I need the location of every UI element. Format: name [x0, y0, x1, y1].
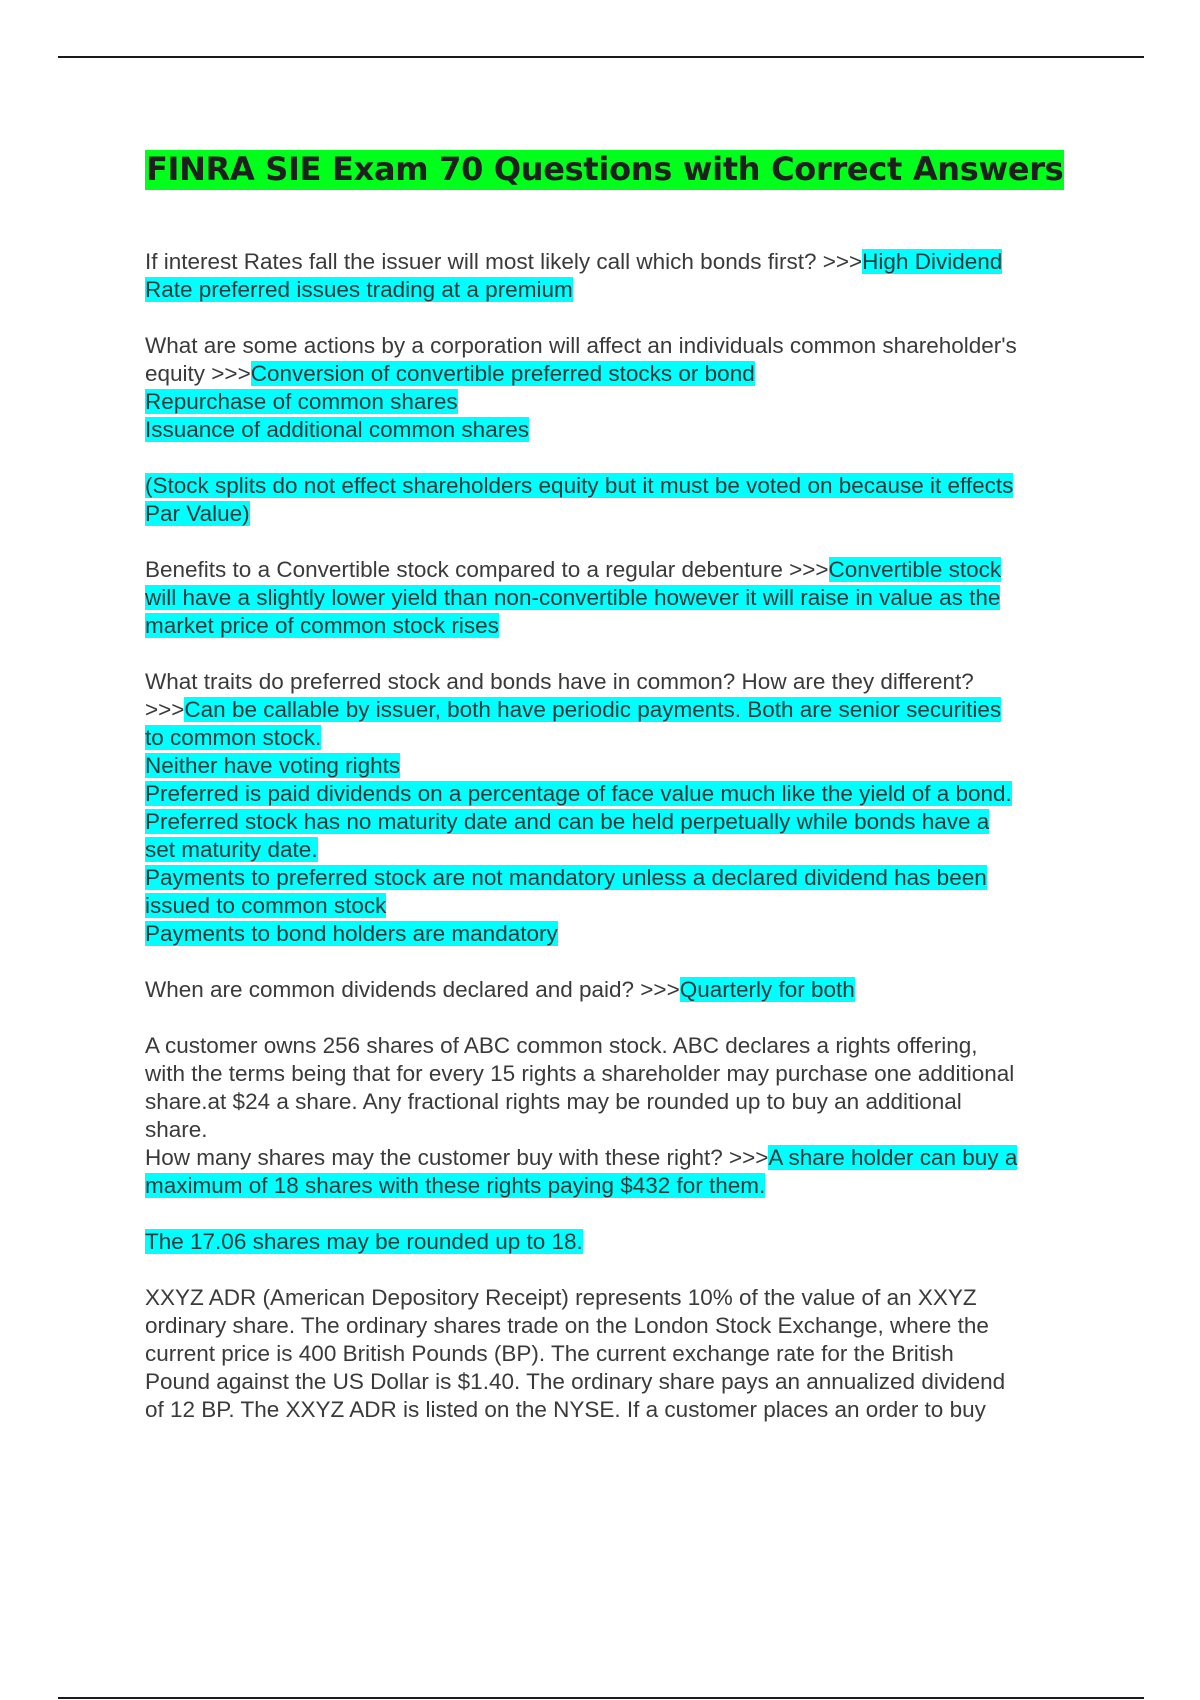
qa-line — [145, 332, 1090, 360]
answer-highlight: Payments to bond holders are mandatory — [145, 921, 558, 946]
qa-line — [145, 920, 1090, 948]
qa-item — [145, 556, 1090, 640]
answer-highlight: Quarterly for both — [679, 977, 855, 1002]
qa-line — [145, 1284, 1090, 1312]
question-text: XXYZ ADR (American Depository Receipt) represents 10% of the value of an XXYZ — [145, 1285, 977, 1310]
qa-line — [145, 724, 1090, 752]
answer-highlight: Convertible stock — [828, 557, 1002, 582]
answer-highlight: The 17.06 shares may be rounded up to 18. — [145, 1229, 583, 1254]
qa-line — [145, 612, 1090, 640]
qa-line — [145, 360, 1090, 388]
qa-line — [145, 1088, 1090, 1116]
qa-line — [145, 1172, 1090, 1200]
qa-line — [145, 472, 1090, 500]
qa-line — [145, 696, 1090, 724]
qa-line — [145, 1228, 1090, 1256]
qa-item — [145, 976, 1090, 1004]
question-text: How many shares may the customer buy with these right? >>> — [145, 1145, 769, 1170]
answer-highlight: Conversion of convertible preferred stocks or bond — [250, 361, 755, 386]
answer-highlight: will have a slightly lower yield than non-convertible however it will raise in value as the — [145, 585, 1001, 610]
qa-line — [145, 752, 1090, 780]
question-text: Pound against the US Dollar is $1.40. The ordinary share pays an annualized dividend — [145, 1369, 1006, 1394]
document-title-text: FINRA SIE Exam 70 Questions with Correct Answers — [146, 150, 1064, 188]
question-text: What are some actions by a corporation will affect an individuals common shareholder's — [145, 333, 1017, 358]
qa-line — [145, 976, 1090, 1004]
qa-line — [145, 584, 1090, 612]
question-text: ordinary share. The ordinary shares trade on the London Stock Exchange, where the — [145, 1313, 989, 1338]
qa-line — [145, 556, 1090, 584]
qa-line — [145, 1340, 1090, 1368]
question-text: If interest Rates fall the issuer will most likely call which bonds first? >>> — [145, 249, 863, 274]
answer-highlight: market price of common stock rises — [145, 613, 499, 638]
answer-highlight: A share holder can buy a — [768, 1145, 1018, 1170]
answer-highlight: issued to common stock — [145, 893, 387, 918]
answer-highlight: to common stock. — [145, 725, 322, 750]
answer-highlight: maximum of 18 shares with these rights paying $432 for them. — [145, 1173, 766, 1198]
question-text: Benefits to a Convertible stock compared to a regular debenture >>> — [145, 557, 829, 582]
qa-line — [145, 1312, 1090, 1340]
question-text: of 12 BP. The XXYZ ADR is listed on the NYSE. If a customer places an order to buy — [145, 1397, 986, 1422]
qa-item — [145, 1228, 1090, 1256]
qa-line — [145, 668, 1090, 696]
answer-highlight: Repurchase of common shares — [145, 389, 458, 414]
question-text: >>> — [145, 697, 185, 722]
answer-highlight: Can be callable by issuer, both have periodic payments. Both are senior securities — [184, 697, 1002, 722]
answer-highlight: Par Value) — [145, 501, 250, 526]
answer-highlight: Neither have voting rights — [145, 753, 401, 778]
qa-line — [145, 1032, 1090, 1060]
qa-line — [145, 1144, 1090, 1172]
question-text: When are common dividends declared and paid? >>> — [145, 977, 680, 1002]
question-text: share. — [145, 1117, 208, 1142]
qa-line — [145, 500, 1090, 528]
qa-line — [145, 416, 1090, 444]
document-title — [145, 145, 1064, 193]
qa-line — [145, 248, 1090, 276]
header-rule — [58, 56, 1144, 58]
qa-line — [145, 864, 1090, 892]
qa-line — [145, 1060, 1090, 1088]
qa-item — [145, 472, 1090, 528]
qa-line — [145, 1396, 1090, 1424]
qa-line — [145, 808, 1090, 836]
question-text: current price is 400 British Pounds (BP). The current exchange rate for the British — [145, 1341, 954, 1366]
answer-highlight: Issuance of additional common shares — [145, 417, 529, 442]
qa-content — [145, 248, 1090, 1452]
question-text: share.at $24 a share. Any fractional rights may be rounded up to buy an additional — [145, 1089, 962, 1114]
question-text: with the terms being that for every 15 rights a shareholder may purchase one additional — [145, 1061, 1015, 1086]
qa-line — [145, 388, 1090, 416]
qa-item — [145, 332, 1090, 444]
question-text: What traits do preferred stock and bonds have in common? How are they different? — [145, 669, 974, 694]
answer-highlight: Rate preferred issues trading at a premium — [145, 277, 573, 302]
answer-highlight: Preferred stock has no maturity date and can be held perpetually while bonds have a — [145, 809, 990, 834]
answer-highlight: Payments to preferred stock are not mandatory unless a declared dividend has been — [145, 865, 987, 890]
answer-highlight: set maturity date. — [145, 837, 318, 862]
qa-item — [145, 248, 1090, 304]
qa-item — [145, 1032, 1090, 1200]
qa-line — [145, 1368, 1090, 1396]
qa-line — [145, 276, 1090, 304]
qa-line — [145, 780, 1090, 808]
qa-line — [145, 892, 1090, 920]
qa-item — [145, 668, 1090, 948]
qa-item — [145, 1284, 1090, 1424]
answer-highlight: (Stock splits do not effect shareholders equity but it must be voted on because it effects — [145, 473, 1014, 498]
qa-line — [145, 836, 1090, 864]
question-text: A customer owns 256 shares of ABC common stock. ABC declares a rights offering, — [145, 1033, 978, 1058]
footer-rule — [58, 1697, 1144, 1699]
question-text: equity >>> — [145, 361, 251, 386]
qa-line — [145, 1116, 1090, 1144]
answer-highlight: Preferred is paid dividends on a percentage of face value much like the yield of a bond. — [145, 781, 1012, 806]
answer-highlight: High Dividend — [862, 249, 1003, 274]
